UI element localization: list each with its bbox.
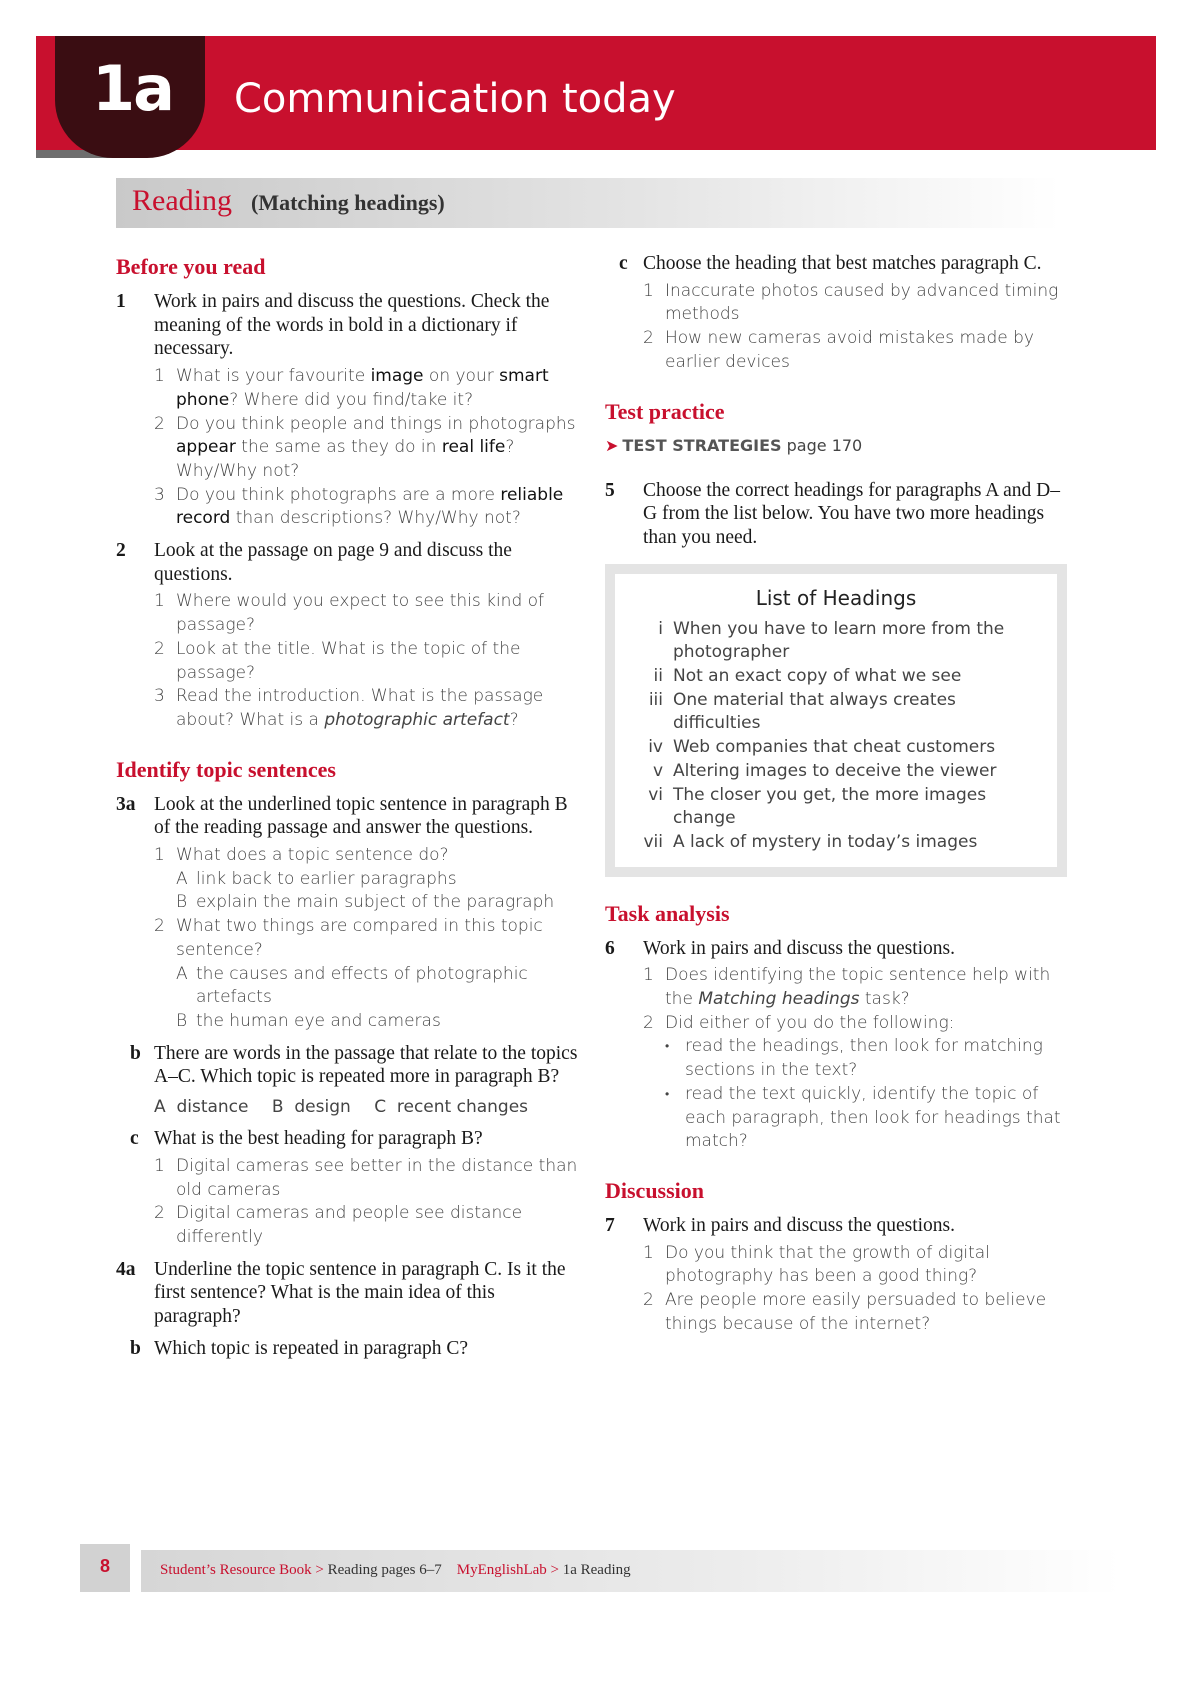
question-3b: b There are words in the passage that relate to the topics A–C. Which topic is repeated more in paragraph B? xyxy=(130,1042,578,1088)
before-you-read-heading: Before you read xyxy=(116,254,266,279)
question-4b: b Which topic is repeated in paragraph C? xyxy=(130,1337,469,1359)
headings-box xyxy=(605,564,1067,877)
question-3a: 3a Look at the underlined topic sentence in paragraph B of the reading passage and answer the questions. xyxy=(116,793,568,839)
task-analysis-heading: Task analysis xyxy=(605,900,730,926)
list-item: 1 Digital cameras see better in the distance than old cameras xyxy=(154,1155,578,1200)
identify-topic-heading: Identify topic sentences xyxy=(116,756,336,782)
option-item: A the causes and effects of photographic artefacts xyxy=(176,963,528,1008)
page-number: 8 xyxy=(99,1556,110,1576)
heading-option: i When you have to learn more from the photographer xyxy=(658,618,1005,663)
list-item: 2 How new cameras avoid mistakes made by earlier devices xyxy=(643,328,1034,372)
discussion-heading: Discussion xyxy=(605,1177,705,1203)
bullet-item: • read the headings, then look for matching sections in the text? xyxy=(665,1036,1043,1081)
list-item: 1 Do you think that the growth of digital photography has been a good thing? xyxy=(643,1242,990,1287)
list-item: 2 Are people more easily persuaded to believe things because of the internet? xyxy=(643,1290,1047,1334)
heading-option: vi The closer you get, the more images change xyxy=(648,784,987,829)
test-strategies-link[interactable]: ➤ TEST STRATEGIES page 170 xyxy=(605,435,863,455)
section-title: Reading xyxy=(132,184,232,217)
option-item: B the human eye and cameras xyxy=(176,1010,441,1031)
heading-option: iv Web companies that cheat customers xyxy=(648,737,996,758)
option-item: C recent changes xyxy=(374,1097,529,1118)
heading-option: ii Not an exact copy of what we see xyxy=(653,666,962,687)
option-item: A link back to earlier paragraphs xyxy=(176,868,457,889)
question-3c-items xyxy=(116,1155,586,1250)
question-3a-items xyxy=(116,844,586,1034)
option-item: A distance xyxy=(154,1097,249,1118)
footer-references: Student’s Resource Book > Reading pages 6–7 MyEnglishLab > 1a Reading xyxy=(160,1562,631,1578)
list-item: 2 Look at the title. What is the topic of the passage? xyxy=(154,638,521,683)
right-column xyxy=(605,252,1067,1337)
question-7: 7 Work in pairs and discuss the questions. xyxy=(605,1214,956,1236)
heading-option: v Altering images to deceive the viewer xyxy=(652,760,997,781)
arrow-right-icon: ➤ xyxy=(605,435,619,455)
question-1-items xyxy=(116,365,586,531)
list-item: 2 Do you think people and things in photographs appear the same as they do in real life? Why/Why not? xyxy=(154,413,576,481)
keyword: smart phone xyxy=(176,366,549,410)
question-number: 1 xyxy=(116,291,126,312)
question-5: 5 Choose the correct headings for paragraphs A and D–G from the list below. You have two more headings than you need. xyxy=(605,479,1060,548)
question-7-items xyxy=(605,1242,1067,1337)
page-title: Communication today xyxy=(234,76,676,122)
list-item: 1 Does identifying the topic sentence help with the Matching headings task? xyxy=(643,965,1051,1010)
list-item: 2 Digital cameras and people see distance differently xyxy=(154,1203,523,1247)
question-6: 6 Work in pairs and discuss the questions. xyxy=(605,937,956,959)
bullet-icon: • xyxy=(665,1086,670,1101)
section-subtitle: (Matching headings) xyxy=(251,190,445,215)
myenglishlab-link[interactable]: MyEnglishLab xyxy=(456,1562,547,1578)
question-6-items xyxy=(605,964,1067,1154)
bullet-icon: • xyxy=(665,1039,670,1054)
list-item: 1 What does a topic sentence do? xyxy=(154,845,449,866)
heading-option: iii One material that always creates difficulties xyxy=(648,689,956,734)
list-item: 2 What two things are compared in this topic sentence? xyxy=(154,916,543,960)
keyword: image xyxy=(370,366,424,387)
srb-link[interactable]: Student’s Resource Book xyxy=(160,1562,312,1578)
bullet-item: • read the text quickly, identify the topic of each paragraph, then look for headings that match? xyxy=(665,1083,1061,1152)
list-item: 1 Where would you expect to see this kind of passage? xyxy=(154,591,545,636)
question-1 xyxy=(116,290,586,361)
list-item: 1 Inaccurate photos caused by advanced timing methods xyxy=(643,280,1059,325)
question-4c: c Choose the heading that best matches paragraph C. xyxy=(619,253,1042,274)
keyword: appear xyxy=(176,437,236,458)
list-item: 1 What is your favourite image on your smart phone? Where did you find/take it? xyxy=(154,366,549,410)
keyword: reliable record xyxy=(176,484,564,529)
list-item: 3 Read the introduction. What is the passage about? What is a photographic artefact? xyxy=(154,686,544,730)
topic-options xyxy=(116,1095,586,1119)
question-2: 2 Look at the passage on page 9 and discuss the questions. xyxy=(116,540,512,585)
headings-box-title: List of Headings xyxy=(755,585,917,610)
unit-number: 1a xyxy=(92,52,173,125)
question-4a: 4a Underline the topic sentence in paragraph C. Is it the first sentence? What is the main idea of this paragraph? xyxy=(116,1258,566,1328)
list-item: 3 Do you think photographs are a more reliable record than descriptions? Why/Why not? xyxy=(154,484,564,529)
test-practice-heading: Test practice xyxy=(605,398,725,424)
question-4c-items xyxy=(605,280,1067,375)
keyword: real life xyxy=(441,437,506,458)
heading-option: vii A lack of mystery in today’s images xyxy=(643,831,978,852)
option-item: B explain the main subject of the paragraph xyxy=(176,892,555,913)
option-item: B design xyxy=(271,1097,351,1118)
question-text: Work in pairs and discuss the questions. Check the meaning of the words in bold in a dictionary if necessary. xyxy=(154,291,550,360)
question-2-items xyxy=(116,590,586,732)
question-3c: c What is the best heading for paragraph B? xyxy=(130,1128,483,1150)
list-item: 2 Did either of you do the following: xyxy=(643,1012,955,1033)
left-column xyxy=(116,252,586,1360)
